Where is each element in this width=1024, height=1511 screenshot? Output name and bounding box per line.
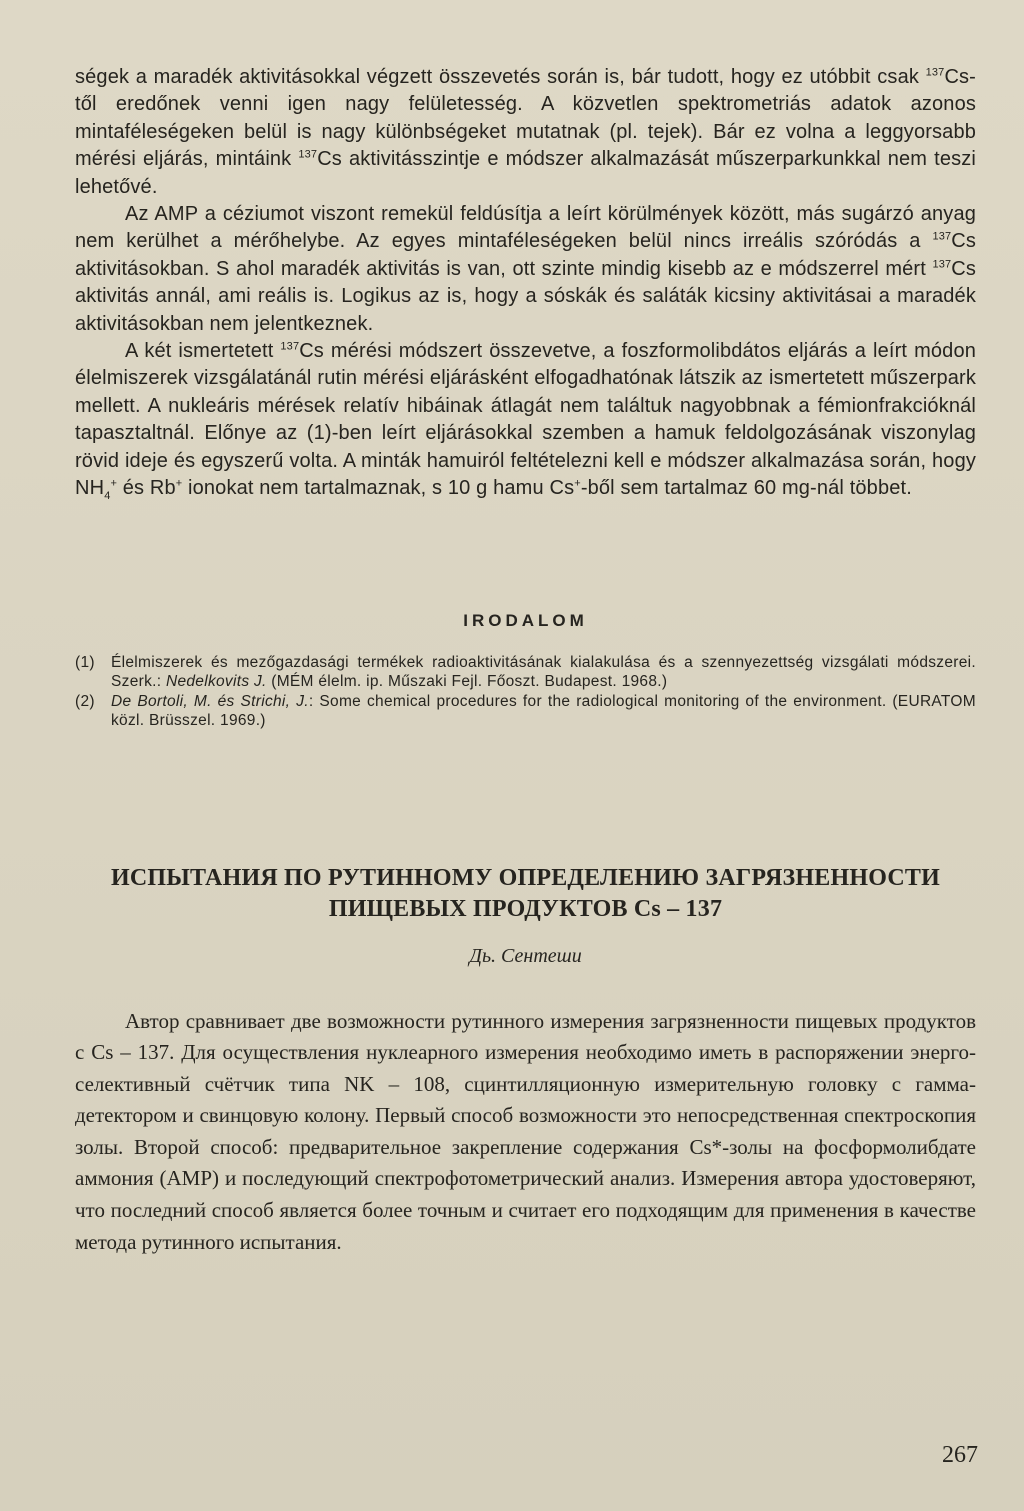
- text-run: Cs-től eredőnek venni igen nagy felületesség. A közvetlen spektrometriás adatok azonos mintaféleségeken belül is nagy különbségeket mutatnak (pl. tejek). Bár ez volna a leggyorsabb mérési eljárás, mintáink: [75, 66, 976, 171]
- isotope-superscript: 137: [925, 66, 945, 79]
- reference-item: [75, 653, 976, 692]
- paragraph-amp: [75, 201, 976, 338]
- russian-summary-title: [75, 863, 976, 925]
- reference-text: Élelmiszerek és mezőgazdasági termékek radioaktivitásának kialakulása és a szennyezettség vizsgálati módszerei. Szerk.:: [111, 653, 976, 690]
- reference-item: [75, 692, 976, 731]
- ion-superscript: +: [110, 477, 118, 490]
- isotope-superscript: 137: [932, 258, 952, 271]
- reference-number: (2): [75, 692, 95, 710]
- text-run: és Rb: [117, 477, 176, 500]
- text-run: -ből sem tartalmaz 60 mg-nál többet.: [580, 477, 912, 500]
- ion-superscript: +: [175, 477, 183, 490]
- ion-superscript: +: [574, 477, 581, 490]
- references-heading: IRODALOM: [463, 610, 588, 630]
- title-line: ПИЩЕВЫХ ПРОДУКТОВ Cs – 137: [328, 895, 723, 922]
- russian-summary-author: Дь. Сентеши: [469, 944, 582, 967]
- paragraph-conclusion: [75, 338, 976, 502]
- references-list: [75, 653, 976, 731]
- paragraph-continuation: [75, 64, 976, 201]
- text-run: Cs mérési módszert összevetve, a foszformolibdátos eljárás a leírt módon élelmiszerek vizsgálatánál rutin mérési eljárásként elfogadhatónak látszik az ismertetett műszerpark mellett. A nukleáris mérések relatív hibáinak átlagát nem találtuk nagyobbnak a fémionfrakcióknál tapasztaltnál. Előnye az (1)-ben leírt eljárásokkal szemben a hamuk feldolgozásának viszonylag rövid ideje és egyszerű volta. A minták hamuiról feltételezni kell e módszer alkalmazása során, hogy NH: [75, 340, 976, 500]
- text-run: Cs aktivitás annál, ami reális is. Logikus az is, hogy a sóskák és saláták kicsiny aktivitásai a maradék aktivitásokban nem jelentkeznek.: [75, 257, 976, 335]
- russian-summary-abstract: Автор сравнивает две возможности рутинного измерения загрязненности пищевых продуктов с Cs – 137. Для осуществления нуклеарного измерения необходимо иметь в распоряжении энерго-селективный счётчик типа NK – 108, сцинтилляционную измерительную головку с гамма-детектором и свинцовую колону. Первый способ возможности это непосредственная спектроскопия золы. Второй способ: предварительное закрепление содержания Cs*-золы на фосформолибдате аммония (АМР) и последующий спектрофотометрический анализ. Измерения автора удостоверяют, что последний способ является более точным и считает его подходящим для применения в качестве метода рутинного испытания.: [75, 1008, 976, 1254]
- subscript: 4: [104, 490, 111, 503]
- text-run: Az AMP a céziumot viszont remekül feldúsítja a leírt körülmények között, más sugárzó anyag nem kerülhet a mérőhelybe. Az egyes mintaféleségeken belül nincs irreális szóródás a: [75, 203, 976, 253]
- reference-number: (1): [75, 653, 95, 671]
- reference-editor: Nedelkovits J.: [165, 673, 267, 690]
- text-run: Cs aktivitásszintje e módszer alkalmazását műszerparkunkkal nem teszi lehetővé.: [75, 148, 976, 198]
- text-run: ségek a maradék aktivitásokkal végzett összevetés során is, bár tudott, hogy ez utóbbit csak: [75, 66, 926, 88]
- isotope-superscript: 137: [280, 340, 300, 353]
- text-run: ionokat nem tartalmaznak, s 10 g hamu Cs: [182, 477, 575, 500]
- reference-authors: De Bortoli, M. és Strichi, J.: [111, 692, 309, 710]
- isotope-superscript: 137: [932, 230, 952, 243]
- text-run: Cs aktivitásokban. S ahol maradék aktivitás is van, ott szinte mindig kisebb az e módszerrel mért: [75, 230, 976, 280]
- isotope-superscript: 137: [298, 148, 318, 161]
- text-run: A két ismertetett: [125, 340, 281, 363]
- title-line: ИСПЫТАНИЯ ПО РУТИННОМУ ОПРЕДЕЛЕНИЮ ЗАГРЯЗНЕННОСТИ: [111, 864, 940, 891]
- page-number: 267: [942, 1442, 978, 1468]
- reference-text: : Some chemical procedures for the radiological monitoring of the environment. (EURATOM közl. Brüsszel. 1969.): [111, 692, 976, 729]
- reference-text: (MÉM élelm. ip. Műszaki Fejl. Főoszt. Budapest. 1968.): [266, 673, 668, 690]
